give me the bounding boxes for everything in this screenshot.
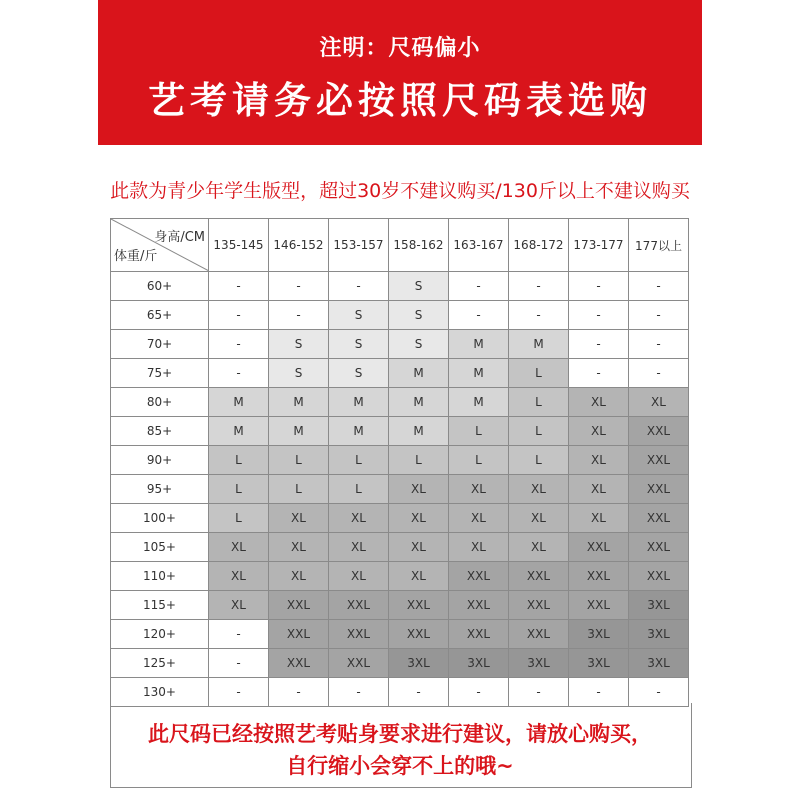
size-note: 注明：尺码偏小 xyxy=(319,36,481,61)
height-range-header: 173-177 xyxy=(569,219,629,272)
size-cell: M xyxy=(389,388,449,417)
size-cell: L xyxy=(509,359,569,388)
size-cell: - xyxy=(269,272,329,301)
size-cell: XL xyxy=(209,591,269,620)
table-row xyxy=(111,417,689,446)
size-cell: XL xyxy=(449,504,509,533)
size-cell: M xyxy=(209,388,269,417)
size-cell: XXL xyxy=(509,620,569,649)
height-header-row xyxy=(111,219,689,272)
size-cell: - xyxy=(509,678,569,707)
weight-label-cell: 130+ xyxy=(111,678,209,707)
weight-axis-label: 体重/斤 xyxy=(114,249,158,264)
size-cell: XL xyxy=(509,504,569,533)
weight-label-cell: 125+ xyxy=(111,649,209,678)
size-cell: - xyxy=(329,678,389,707)
size-cell: - xyxy=(569,272,629,301)
size-cell: S xyxy=(269,359,329,388)
size-cell: - xyxy=(569,678,629,707)
size-cell: - xyxy=(209,272,269,301)
size-cell: XXL xyxy=(449,620,509,649)
size-cell: XL xyxy=(449,475,509,504)
table-row xyxy=(111,446,689,475)
table-row xyxy=(111,359,689,388)
size-cell: XXL xyxy=(629,562,689,591)
size-cell: XL xyxy=(569,446,629,475)
size-cell: XL xyxy=(329,533,389,562)
size-cell: XXL xyxy=(629,504,689,533)
height-range-header: 163-167 xyxy=(449,219,509,272)
weight-label-cell: 100+ xyxy=(111,504,209,533)
table-row xyxy=(111,649,689,678)
weight-label-cell: 105+ xyxy=(111,533,209,562)
size-cell: XL xyxy=(629,388,689,417)
height-range-header: 168-172 xyxy=(509,219,569,272)
corner-header-cell xyxy=(111,219,209,272)
size-cell: L xyxy=(449,446,509,475)
weight-label-cell: 70+ xyxy=(111,330,209,359)
size-cell: XXL xyxy=(449,562,509,591)
size-cell: L xyxy=(209,504,269,533)
table-row xyxy=(111,388,689,417)
size-cell: 3XL xyxy=(509,649,569,678)
size-cell: M xyxy=(389,417,449,446)
size-cell: XXL xyxy=(329,591,389,620)
size-cell: XXL xyxy=(569,533,629,562)
size-cell: M xyxy=(449,330,509,359)
size-cell: M xyxy=(209,417,269,446)
size-cell: XL xyxy=(509,475,569,504)
weight-label-cell: 110+ xyxy=(111,562,209,591)
size-cell: - xyxy=(629,359,689,388)
size-cell: XL xyxy=(569,388,629,417)
size-cell: S xyxy=(269,330,329,359)
size-cell: XL xyxy=(389,533,449,562)
size-cell: XXL xyxy=(569,562,629,591)
height-range-header: 135-145 xyxy=(209,219,269,272)
size-cell: - xyxy=(269,301,329,330)
size-cell: L xyxy=(209,446,269,475)
size-cell: XL xyxy=(269,562,329,591)
size-cell: S xyxy=(389,301,449,330)
size-cell: XXL xyxy=(269,649,329,678)
size-cell: M xyxy=(329,417,389,446)
size-cell: - xyxy=(209,330,269,359)
size-cell: XL xyxy=(209,533,269,562)
size-cell: - xyxy=(449,272,509,301)
size-cell: - xyxy=(329,272,389,301)
table-row xyxy=(111,475,689,504)
size-cell: - xyxy=(629,330,689,359)
weight-label-cell: 80+ xyxy=(111,388,209,417)
table-row xyxy=(111,301,689,330)
size-cell: XL xyxy=(389,562,449,591)
size-cell: - xyxy=(629,301,689,330)
weight-label-cell: 75+ xyxy=(111,359,209,388)
height-range-header: 177以上 xyxy=(629,219,689,272)
size-cell: - xyxy=(629,272,689,301)
size-cell: 3XL xyxy=(449,649,509,678)
size-cell: M xyxy=(509,330,569,359)
size-cell: XL xyxy=(329,562,389,591)
size-cell: - xyxy=(209,359,269,388)
table-row xyxy=(111,562,689,591)
table-row xyxy=(111,272,689,301)
table-row xyxy=(111,504,689,533)
size-cell: L xyxy=(389,446,449,475)
size-table-body xyxy=(111,272,689,707)
size-cell: L xyxy=(509,446,569,475)
size-cell: XL xyxy=(269,533,329,562)
size-cell: 3XL xyxy=(569,649,629,678)
size-cell: XXL xyxy=(569,591,629,620)
size-cell: - xyxy=(449,301,509,330)
weight-label-cell: 60+ xyxy=(111,272,209,301)
size-cell: - xyxy=(269,678,329,707)
size-cell: XXL xyxy=(329,649,389,678)
weight-label-cell: 65+ xyxy=(111,301,209,330)
size-cell: M xyxy=(389,359,449,388)
table-row xyxy=(111,620,689,649)
size-cell: XL xyxy=(569,504,629,533)
size-cell: 3XL xyxy=(389,649,449,678)
size-cell: - xyxy=(209,301,269,330)
size-cell: L xyxy=(449,417,509,446)
weight-label-cell: 90+ xyxy=(111,446,209,475)
size-cell: XXL xyxy=(629,446,689,475)
size-cell: S xyxy=(329,359,389,388)
weight-label-cell: 120+ xyxy=(111,620,209,649)
purchase-advice: 此款为青少年学生版型，超过30岁不建议购买/130斤以上不建议购买 xyxy=(110,180,690,202)
size-cell: 3XL xyxy=(629,591,689,620)
size-cell: L xyxy=(509,388,569,417)
size-cell: L xyxy=(329,446,389,475)
size-cell: M xyxy=(269,388,329,417)
size-cell: M xyxy=(269,417,329,446)
size-cell: - xyxy=(209,678,269,707)
size-cell: - xyxy=(629,678,689,707)
size-cell: XL xyxy=(569,475,629,504)
size-cell: XXL xyxy=(269,620,329,649)
table-row xyxy=(111,330,689,359)
size-cell: XL xyxy=(509,533,569,562)
size-cell: XXL xyxy=(629,533,689,562)
size-cell: - xyxy=(569,359,629,388)
height-axis-label: 身高/CM xyxy=(154,230,205,245)
size-cell: XL xyxy=(389,504,449,533)
size-cell: 3XL xyxy=(569,620,629,649)
size-cell: - xyxy=(209,620,269,649)
size-cell: S xyxy=(329,330,389,359)
size-cell: - xyxy=(389,678,449,707)
size-cell: XL xyxy=(389,475,449,504)
header-banner xyxy=(98,0,702,145)
size-cell: XL xyxy=(329,504,389,533)
size-cell: - xyxy=(449,678,509,707)
size-chart-table xyxy=(110,218,689,707)
size-cell: XXL xyxy=(269,591,329,620)
footer-notice-line2: 自行缩小会穿不上的哦~ xyxy=(286,754,514,778)
size-cell: XXL xyxy=(389,591,449,620)
size-cell: XXL xyxy=(389,620,449,649)
banner-title: 艺考请务必按照尺码表选购 xyxy=(148,79,652,122)
size-cell: XXL xyxy=(629,417,689,446)
footer-notice-line1: 此尺码已经按照艺考贴身要求进行建议，请放心购买， xyxy=(148,722,652,746)
size-cell: XL xyxy=(569,417,629,446)
size-cell: XXL xyxy=(509,591,569,620)
weight-label-cell: 95+ xyxy=(111,475,209,504)
weight-label-cell: 115+ xyxy=(111,591,209,620)
size-cell: L xyxy=(329,475,389,504)
size-cell: XXL xyxy=(509,562,569,591)
size-cell: XL xyxy=(209,562,269,591)
size-cell: S xyxy=(329,301,389,330)
size-cell: S xyxy=(389,272,449,301)
size-cell: 3XL xyxy=(629,649,689,678)
size-cell: S xyxy=(389,330,449,359)
table-row xyxy=(111,533,689,562)
size-cell: L xyxy=(509,417,569,446)
size-cell: - xyxy=(509,301,569,330)
size-cell: M xyxy=(449,388,509,417)
size-cell: - xyxy=(569,301,629,330)
weight-label-cell: 85+ xyxy=(111,417,209,446)
size-cell: XL xyxy=(449,533,509,562)
size-cell: XXL xyxy=(629,475,689,504)
size-cell: XL xyxy=(269,504,329,533)
size-cell: XXL xyxy=(329,620,389,649)
height-range-header: 146-152 xyxy=(269,219,329,272)
size-cell: 3XL xyxy=(629,620,689,649)
size-cell: L xyxy=(209,475,269,504)
table-row xyxy=(111,591,689,620)
size-cell: L xyxy=(269,475,329,504)
size-cell: - xyxy=(509,272,569,301)
size-cell: M xyxy=(329,388,389,417)
size-cell: - xyxy=(569,330,629,359)
height-range-header: 153-157 xyxy=(329,219,389,272)
height-range-header: 158-162 xyxy=(389,219,449,272)
size-cell: XXL xyxy=(449,591,509,620)
size-cell: - xyxy=(209,649,269,678)
size-cell: L xyxy=(269,446,329,475)
size-cell: M xyxy=(449,359,509,388)
